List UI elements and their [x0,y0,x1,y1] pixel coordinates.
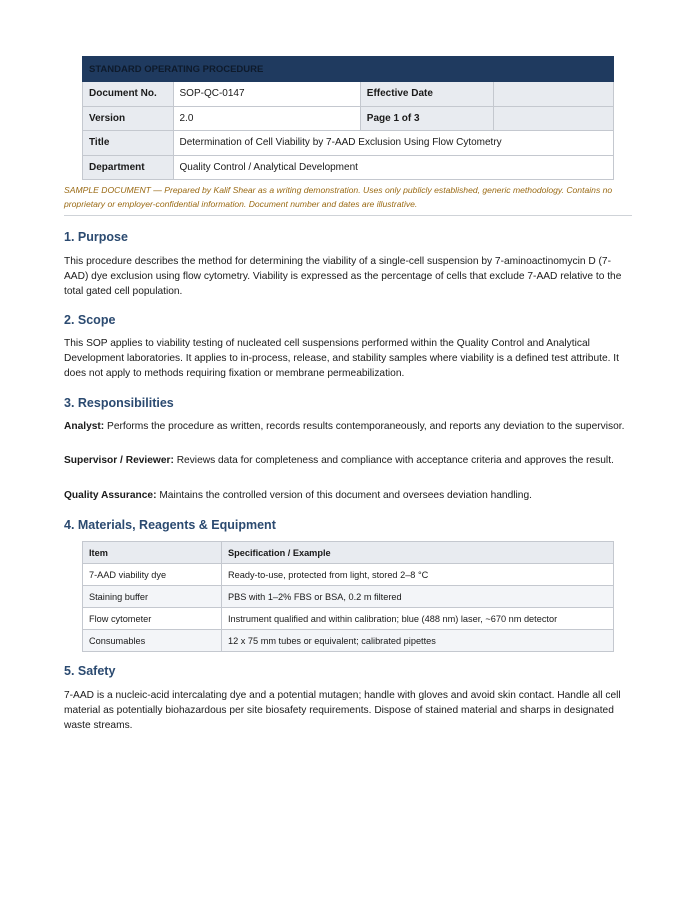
sample-disclaimer: SAMPLE DOCUMENT — Prepared by Kalif Shear as a writing demonstration. Uses only publicly established, generic methodology. Contains no proprietary or employer-confidential information. Document number and dates are illustrative. [64,185,613,209]
item-cell: Staining buffer [83,586,222,608]
doc-no-value: SOP-QC-0147 [173,82,360,107]
col-item-header: Item [83,542,222,564]
effective-date-label: Effective Date [360,82,493,107]
supervisor-label: Supervisor / Reviewer: [64,455,174,466]
document-header-table [82,56,614,180]
spec-cell: 12 x 75 mm tubes or equivalent; calibrated pipettes [222,630,614,652]
analyst-paragraph [64,419,634,434]
divider [64,215,632,216]
qa-text: Maintains the controlled version of this document and oversees deviation handling. [156,490,532,501]
header-banner: STANDARD OPERATING PROCEDURE [83,57,614,82]
item-cell: Flow cytometer [83,608,222,630]
supervisor-text: Reviews data for completeness and compliance with acceptance criteria and approves the result. [173,455,614,466]
spec-cell: Instrument qualified and within calibration; blue (488 nm) laser, ~670 nm detector [222,608,614,630]
safety-text: 7-AAD is a nucleic-acid intercalating dye and a potential mutagen; handle with gloves and avoid skin contact. Handle all cell material as potentially biohazardous per site biosafety requirements. Dispose of stained material and sharps in designated waste streams. [64,690,621,731]
purpose-text: This procedure describes the method for determining the viability of a single-cell suspension by 7-aminoactinomycin D (7-AAD) dye exclusion using flow cytometry. Viability is expressed as the percentage of cells that exclude 7-AAD relative to the total gated cell population. [64,256,622,297]
supervisor-paragraph [64,453,634,468]
col-spec-header: Specification / Example [222,542,614,564]
spec-cell: PBS with 1–2% FBS or BSA, 0.2 m filtered [222,586,614,608]
responsibilities-heading: 3. Responsibilities [64,396,174,410]
version-value: 2.0 [173,106,360,131]
page-indicator-blank [494,106,614,131]
page-indicator: Page 1 of 3 [360,106,493,131]
analyst-text: Performs the procedure as written, records results contemporaneously, and reports any deviation to the supervisor. [104,421,625,432]
materials-header-row [83,542,614,564]
title-value: Determination of Cell Viability by 7-AAD Exclusion Using Flow Cytometry [173,131,614,156]
department-label: Department [83,155,174,180]
purpose-heading: 1. Purpose [64,230,128,244]
materials-heading: 4. Materials, Reagents & Equipment [64,518,276,532]
analyst-label: Analyst: [64,421,105,432]
scope-heading: 2. Scope [64,313,116,327]
materials-table [82,541,614,652]
qa-paragraph [64,488,634,503]
effective-date-value [494,82,614,107]
item-cell: 7-AAD viability dye [83,564,222,586]
table-row [83,564,614,586]
spec-cell: Ready-to-use, protected from light, stored 2–8 °C [222,564,614,586]
title-label: Title [83,131,174,156]
doc-no-label: Document No. [83,82,174,107]
scope-text: This SOP applies to viability testing of nucleated cell suspensions performed within the Quality Control and Analytical Development laboratories. It applies to in-process, release, and stability samples where viability is a defined test attribute. It does not apply to methods requiring fixation or membrane permeabilization. [64,338,619,379]
item-cell: Consumables [83,630,222,652]
table-row [83,630,614,652]
version-label: Version [83,106,174,131]
qa-label: Quality Assurance: [64,490,157,501]
table-row [83,608,614,630]
safety-heading: 5. Safety [64,664,116,678]
department-value: Quality Control / Analytical Development [173,155,614,180]
table-row [83,586,614,608]
